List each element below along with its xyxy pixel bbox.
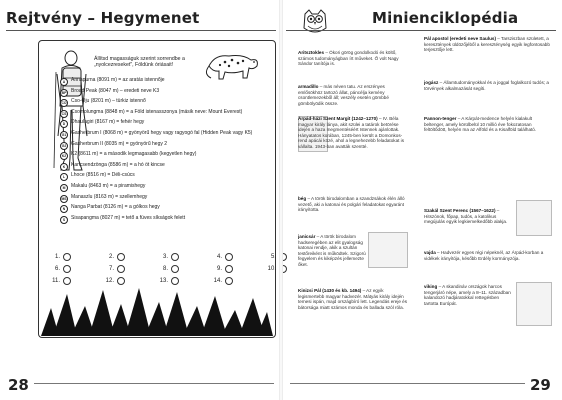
answer-number: 8. — [162, 266, 168, 272]
owl-icon — [300, 6, 330, 36]
answer-number: 14. — [213, 278, 222, 284]
peak-badge: BP — [61, 90, 67, 95]
janicsar-image — [368, 232, 408, 268]
entry-szent-ferenc: Szakál Szent Ferenc (1567–1622) – Hitszónok, főpap, tudós, a katolikus megújulás egyik legkiemelkedőbb alakja. — [424, 208, 508, 225]
answer-slot[interactable] — [102, 265, 156, 273]
peak-description: Gasherbrum II (8035 m) = gyönyörű hegy 2 — [71, 140, 168, 147]
answer-number: 1. — [54, 254, 60, 260]
peak-list-item — [60, 205, 160, 214]
entry-viking: viking – A skandináv országok harcos tengerjáró népe, amely a 8–11. században kalandozó hadjáratokkal rettegésben tartotta Európát. — [424, 284, 511, 306]
peak-list-item — [60, 142, 167, 151]
viking-image — [516, 282, 552, 326]
entry-pannon-tenger: Pannon-tenger – A Kárpát-medence helyén kialakult beltenger, amely körülbelül 10 millió éve fokozatosan feltöltődött, helyén ma az Alföld és a Kisalföld található. — [424, 116, 537, 133]
answer-number: 5. — [270, 254, 276, 260]
answer-number: 2. — [108, 254, 114, 260]
peak-description: Cso-Oju (8201 m) – türkiz istennő — [71, 98, 146, 105]
answer-slot[interactable] — [48, 253, 102, 261]
right-page-title: Minienciklopédia — [372, 9, 519, 27]
peak-list-item — [60, 89, 159, 98]
answer-circle[interactable] — [225, 253, 233, 261]
entry-jogasz: jogász – Államtudományokkal és a joggal foglalkozó tudós; a törvények alkalmazását segíti. — [424, 80, 549, 91]
peak-badge: K2 — [61, 154, 67, 159]
answer-number: 12. — [105, 278, 114, 284]
answer-circle[interactable] — [63, 277, 71, 285]
answer-slot[interactable] — [48, 277, 102, 285]
answer-number: 11. — [52, 278, 60, 284]
peak-description: Kancsendzönga (8586 m) = a hó öt kincse — [71, 161, 165, 168]
peak-list-item — [60, 78, 165, 87]
left-title-rule — [6, 30, 276, 31]
left-page-title: Rejtvény – Hegymenet — [6, 9, 200, 27]
answer-number: 3. — [162, 254, 168, 260]
peak-badge: CO — [61, 101, 67, 106]
answer-row-2 — [48, 265, 318, 273]
peak-list-item — [60, 131, 252, 140]
book-gutter — [279, 0, 283, 400]
answer-circle[interactable] — [63, 253, 71, 261]
entry-kinizsi-pal: Kinizsi Pál (1430 és kb. 1494) – Az egyik legismertebb magyar hadvezér. Mátyás király idején temesi ispán, majd országbíró lett. Legendás ereje és bátorsága miatt számos monda és ballada szól róla. — [298, 288, 408, 310]
answer-slot[interactable] — [156, 265, 210, 273]
answer-number: 6. — [54, 266, 60, 272]
answer-circle[interactable] — [225, 277, 233, 285]
peak-list-item — [60, 173, 135, 182]
answer-number: 9. — [216, 266, 222, 272]
answer-circle[interactable] — [117, 253, 125, 261]
peak-description: Gasherbrum I (8068 m) = gyönyörű hegy vagy ragyogó fal (Hidden Peak vagy K5) — [71, 130, 253, 136]
answer-circle[interactable] — [117, 265, 125, 273]
peak-badge: CS — [61, 111, 67, 116]
entry-vajda: vajda – Hadvezér egyes régi népeknél, az Árpád-korban a vidékek irányítója, később Erdély kormányzója. — [424, 250, 544, 261]
peak-badge: K — [60, 163, 68, 171]
peak-badge: A — [60, 78, 68, 86]
answer-circle[interactable] — [117, 277, 125, 285]
peak-badge: L — [60, 173, 68, 181]
answer-number: 7. — [108, 266, 114, 272]
peak-list-item — [60, 152, 196, 161]
entry-szent-margit: Árpád-házi Szent Margit (1242–1270) – IV. Béla magyar király lánya, akit szülei a tatárok betörése idején a haza megmentéséért Istennek ajánlottak. Hányatatos korában, 1245-ben került a Domonkos-rend apácái közé, ahol a legnehezebb feladatokat is vállalta. 1943-ban avatták szentté. — [298, 116, 404, 149]
right-title-rule — [286, 30, 556, 31]
answer-row-1 — [48, 253, 318, 261]
peak-description: Manaszlu (8163 m) = szellemhegy — [71, 193, 148, 200]
left-footer-rule — [34, 383, 274, 384]
answer-circle[interactable] — [171, 277, 179, 285]
peak-description: Annapurna (8091 m) = az aratás istennője — [71, 77, 165, 83]
snow-leopard-illustration — [205, 44, 261, 82]
peak-badge: M — [60, 184, 68, 192]
answer-number: 4. — [216, 254, 222, 260]
peak-list-item — [60, 195, 147, 204]
puzzle-instructions: Állítsd magasságuk szerint sorrendbe a „nyolcezreseket", Földünk óriásait! — [94, 56, 185, 69]
answer-slot[interactable] — [156, 253, 210, 261]
peak-list-item — [60, 120, 144, 129]
answer-slot[interactable] — [210, 277, 264, 285]
page-number-left: 28 — [8, 376, 29, 394]
peak-description: Broad Peak (8047 m) – eredeti neve K3 — [71, 87, 160, 94]
answer-number: 13. — [159, 278, 168, 284]
peak-list-item — [60, 99, 146, 108]
peak-description: Sisapangma (8027 m) = tető a füves síkságok felett — [71, 214, 186, 221]
answer-slot[interactable] — [210, 253, 264, 261]
entry-aritsztokles: Aritsztokles – Ókori görög gondolkodó és költő, számos tudományágban írt műveket. Ő volt Nagy Sándor tanítója is. — [298, 50, 399, 67]
peak-badge: MS — [61, 196, 67, 201]
mountain-range-illustration — [41, 286, 273, 336]
peak-description: K2 (8611 m) = a második legmagasabb (kegyetlen hegy) — [71, 151, 197, 158]
szent-ferenc-image — [516, 200, 552, 236]
peak-list-item — [60, 163, 165, 172]
page-number-right: 29 — [530, 376, 551, 394]
peak-list-item — [60, 216, 185, 225]
peak-badge: D — [60, 120, 68, 128]
entry-armadillo: armadillo – más néven tatu. Az erszényes emlősökhöz tartozó állat, páncélja kemény csontlemezekből áll; veszély esetén gömbbé gömbölyödik össze. — [298, 84, 389, 106]
right-footer-rule — [290, 383, 525, 384]
peak-list-item — [60, 110, 242, 119]
answer-circle[interactable] — [225, 265, 233, 273]
entry-beg: bég – A török birodalomban a szandzsákok élén álló vezető, aki a katonai és polgári feladatokat egyaránt irányította. — [298, 196, 405, 213]
answer-slot[interactable] — [156, 277, 210, 285]
answer-slot[interactable] — [102, 277, 156, 285]
entry-pal-apostol: Pál apostol (eredeti neve Saulus) – Tarsziszban született, a keresztények üldözőjéből a kereszténység egyik legfontosabb terjesztője lett. — [424, 36, 550, 53]
answer-row-3 — [48, 277, 264, 285]
peak-description: Lhoce (8516 m) = Déli-csúcs — [71, 172, 135, 179]
peak-badge: N — [60, 205, 68, 213]
answer-number: 10. — [267, 266, 276, 272]
peak-badge: G2 — [61, 143, 67, 148]
peak-description: Nanga Parbat (8126 m) = a gólkos hegy — [71, 204, 160, 211]
answer-slot[interactable] — [102, 253, 156, 261]
answer-slot[interactable] — [48, 265, 102, 273]
answer-circle[interactable] — [171, 253, 179, 261]
peak-description: Dhaulagiri (8167 m) = fehér hegy — [71, 119, 145, 126]
answer-circle[interactable] — [171, 265, 179, 273]
answer-slot[interactable] — [210, 265, 264, 273]
peak-description: Makalu (8463 m) = a piramishegy — [71, 183, 146, 189]
peak-badge: G1 — [61, 133, 67, 137]
peak-badge: S — [60, 216, 68, 224]
entry-janicsar: janicsár – A török birodalom hadseregében az elit gyalogság katonai rendje, akik a szultán testőreiként is működtek. Szigorú fegyelem és kiképzés jellemezte őket. — [298, 234, 366, 267]
peak-description: Csomolungma (8848 m) = a Föld istenasszonya (másik neve: Mount Everest) — [71, 108, 243, 115]
answer-circle[interactable] — [63, 265, 71, 273]
peak-list-item — [60, 184, 145, 193]
